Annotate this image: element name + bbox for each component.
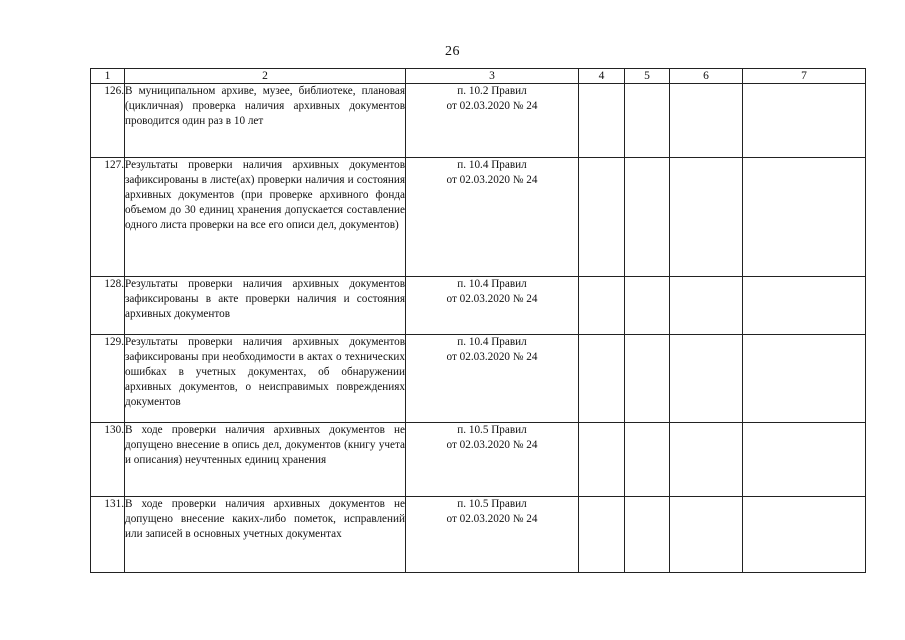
header-col-7: 7 bbox=[743, 69, 866, 84]
requirement-text: Результаты проверки наличия архивных документов зафиксированы при необходимости в актах о технических ошибках в учетных документах, об обнаружении архивных документов, о неисправимых повреждениях документов bbox=[125, 335, 406, 423]
reference-act: от 02.03.2020 № 24 bbox=[446, 513, 538, 525]
requirement-text: В ходе проверки наличия архивных документов не допущено внесение каких-либо пометок, исправлений или записей в основных учетных документах bbox=[125, 497, 406, 573]
row-number: 127. bbox=[91, 158, 125, 277]
header-row bbox=[91, 69, 866, 84]
cell-col-4 bbox=[579, 497, 625, 573]
page-number: 26 bbox=[445, 44, 460, 59]
legal-reference bbox=[406, 335, 579, 423]
reference-act: от 02.03.2020 № 24 bbox=[446, 439, 538, 451]
cell-col-7 bbox=[743, 277, 866, 335]
table-row bbox=[91, 497, 866, 573]
cell-col-7 bbox=[743, 84, 866, 158]
checklist-table bbox=[90, 68, 866, 573]
row-number: 131. bbox=[91, 497, 125, 573]
header-col-3: 3 bbox=[406, 69, 579, 84]
cell-col-4 bbox=[579, 277, 625, 335]
table-row bbox=[91, 335, 866, 423]
reference-clause: п. 10.4 Правил bbox=[457, 336, 527, 348]
cell-col-5 bbox=[625, 277, 670, 335]
cell-col-7 bbox=[743, 423, 866, 497]
requirement-text: В муниципальном архиве, музее, библиотеке, плановая (цикличная) проверка наличия архивных документов проводится один раз в 10 лет bbox=[125, 84, 406, 158]
requirement-text: Результаты проверки наличия архивных документов зафиксированы в листе(ах) проверки наличия и состояния архивных документов (при проверке архивного фонда объемом до 30 единиц хранения допускается составление одного листа проверки на все его описи дел, документов) bbox=[125, 158, 406, 277]
header-col-5: 5 bbox=[625, 69, 670, 84]
header-col-2: 2 bbox=[125, 69, 406, 84]
reference-act: от 02.03.2020 № 24 bbox=[446, 293, 538, 305]
cell-col-5 bbox=[625, 497, 670, 573]
row-number: 129. bbox=[91, 335, 125, 423]
cell-col-4 bbox=[579, 423, 625, 497]
cell-col-5 bbox=[625, 84, 670, 158]
row-number: 126. bbox=[91, 84, 125, 158]
legal-reference bbox=[406, 423, 579, 497]
legal-reference bbox=[406, 158, 579, 277]
cell-col-6 bbox=[670, 84, 743, 158]
cell-col-6 bbox=[670, 423, 743, 497]
table-row bbox=[91, 158, 866, 277]
requirement-text: В ходе проверки наличия архивных документов не допущено внесение в опись дел, документов (книгу учета и описания) неучтенных единиц хранения bbox=[125, 423, 406, 497]
legal-reference bbox=[406, 277, 579, 335]
reference-clause: п. 10.4 Правил bbox=[457, 159, 527, 171]
header-col-1: 1 bbox=[91, 69, 125, 84]
cell-col-6 bbox=[670, 158, 743, 277]
row-number: 128. bbox=[91, 277, 125, 335]
requirement-text: Результаты проверки наличия архивных документов зафиксированы в акте проверки наличия и состояния архивных документов bbox=[125, 277, 406, 335]
reference-clause: п. 10.5 Правил bbox=[457, 424, 527, 436]
cell-col-5 bbox=[625, 423, 670, 497]
reference-act: от 02.03.2020 № 24 bbox=[446, 100, 538, 112]
cell-col-7 bbox=[743, 335, 866, 423]
cell-col-4 bbox=[579, 158, 625, 277]
legal-reference bbox=[406, 497, 579, 573]
legal-reference bbox=[406, 84, 579, 158]
cell-col-5 bbox=[625, 335, 670, 423]
cell-col-6 bbox=[670, 497, 743, 573]
reference-act: от 02.03.2020 № 24 bbox=[446, 351, 538, 363]
reference-clause: п. 10.4 Правил bbox=[457, 278, 527, 290]
table-row bbox=[91, 277, 866, 335]
row-number: 130. bbox=[91, 423, 125, 497]
cell-col-7 bbox=[743, 497, 866, 573]
header-col-6: 6 bbox=[670, 69, 743, 84]
cell-col-7 bbox=[743, 158, 866, 277]
table-row bbox=[91, 423, 866, 497]
cell-col-5 bbox=[625, 158, 670, 277]
cell-col-4 bbox=[579, 335, 625, 423]
cell-col-6 bbox=[670, 335, 743, 423]
table-row bbox=[91, 84, 866, 158]
reference-act: от 02.03.2020 № 24 bbox=[446, 174, 538, 186]
cell-col-4 bbox=[579, 84, 625, 158]
reference-clause: п. 10.2 Правил bbox=[457, 85, 527, 97]
cell-col-6 bbox=[670, 277, 743, 335]
reference-clause: п. 10.5 Правил bbox=[457, 498, 527, 510]
header-col-4: 4 bbox=[579, 69, 625, 84]
